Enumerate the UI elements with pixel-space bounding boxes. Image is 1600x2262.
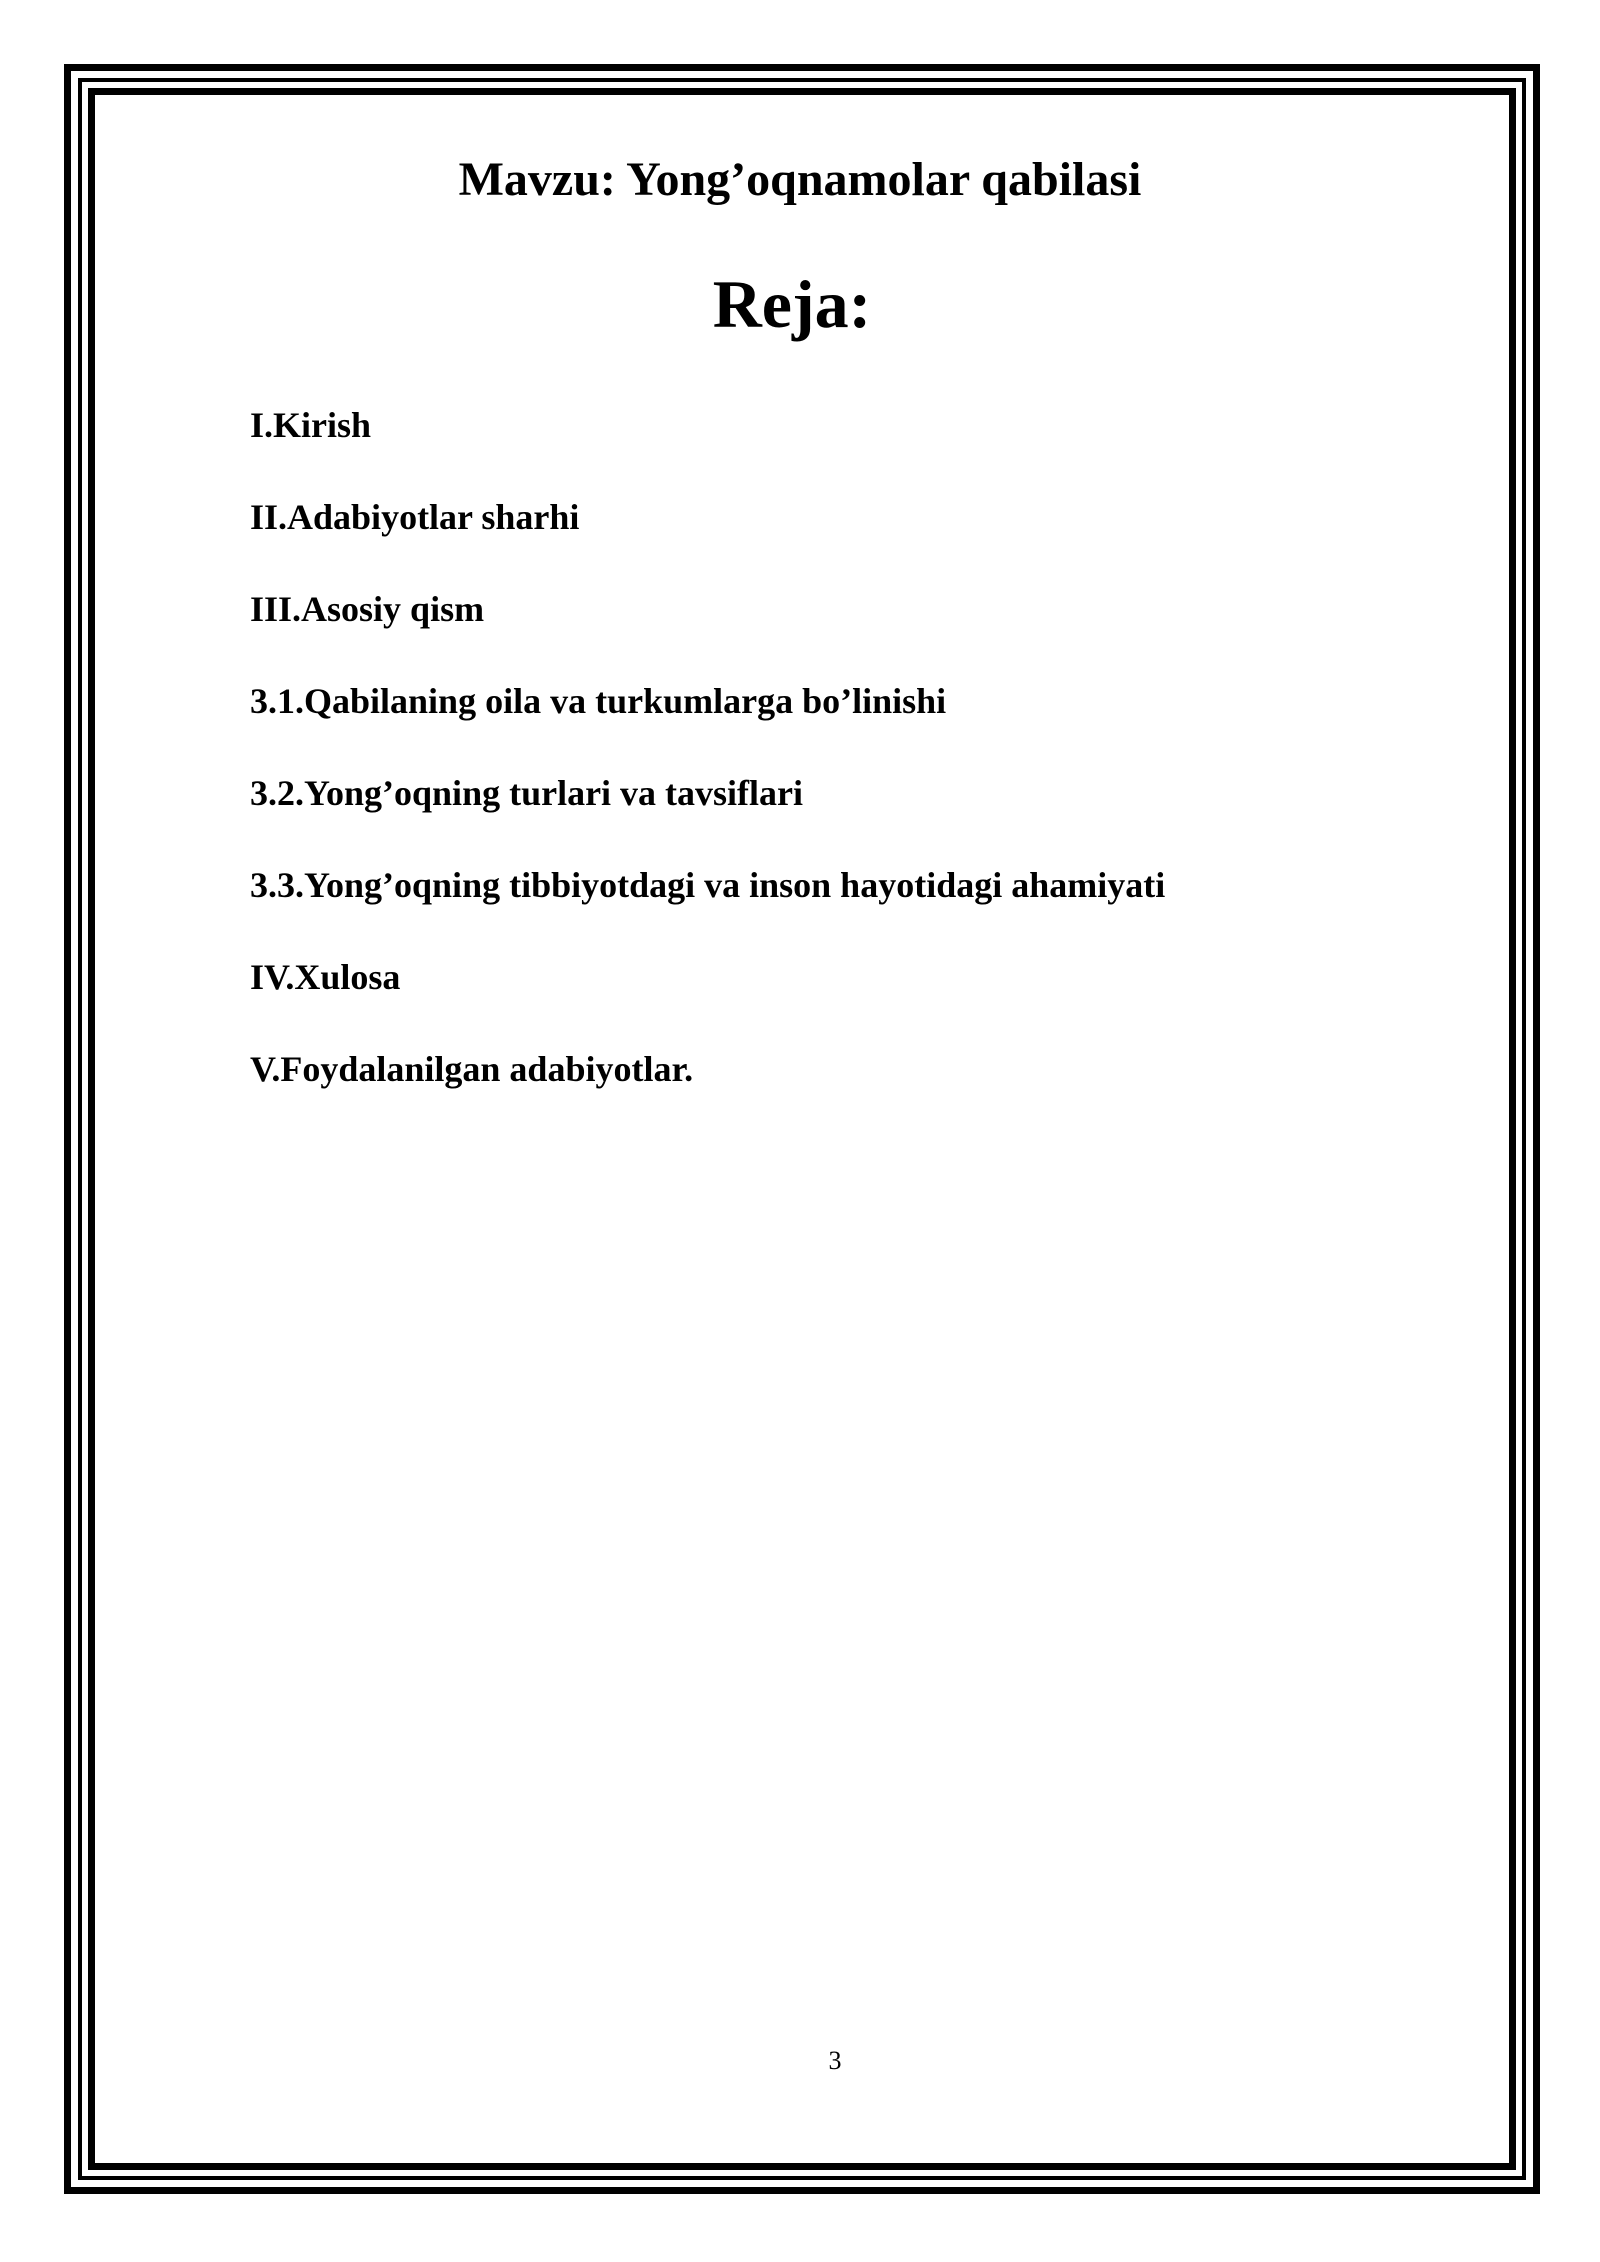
document-topic: Mavzu: Yong’oqnamolar qabilasi <box>458 153 1142 206</box>
plan-heading <box>0 264 1600 344</box>
plan-item-main-part: III.Asosiy qism <box>250 589 485 629</box>
plan-item-section-3-1: 3.1.Qabilaning oila va turkumlarga bo’linishi <box>250 681 947 721</box>
plan-item-introduction: I.Kirish <box>250 405 372 445</box>
plan-item-references: V.Foydalanilgan adabiyotlar. <box>250 1049 694 1089</box>
plan-item-section-3-3: 3.3.Yong’oqning tibbiyotdagi va inson hayotidagi ahamiyati <box>250 865 1166 905</box>
plan-item-conclusion: IV.Xulosa <box>250 957 401 997</box>
plan-item-section-3-2: 3.2.Yong’oqning turlari va tavsiflari <box>250 773 804 813</box>
plan-heading-text: Reja: <box>712 266 872 342</box>
page-number: 3 <box>828 2046 842 2075</box>
plan-item-literature-review: II.Adabiyotlar sharhi <box>250 497 580 537</box>
plan-list <box>250 400 1165 1136</box>
